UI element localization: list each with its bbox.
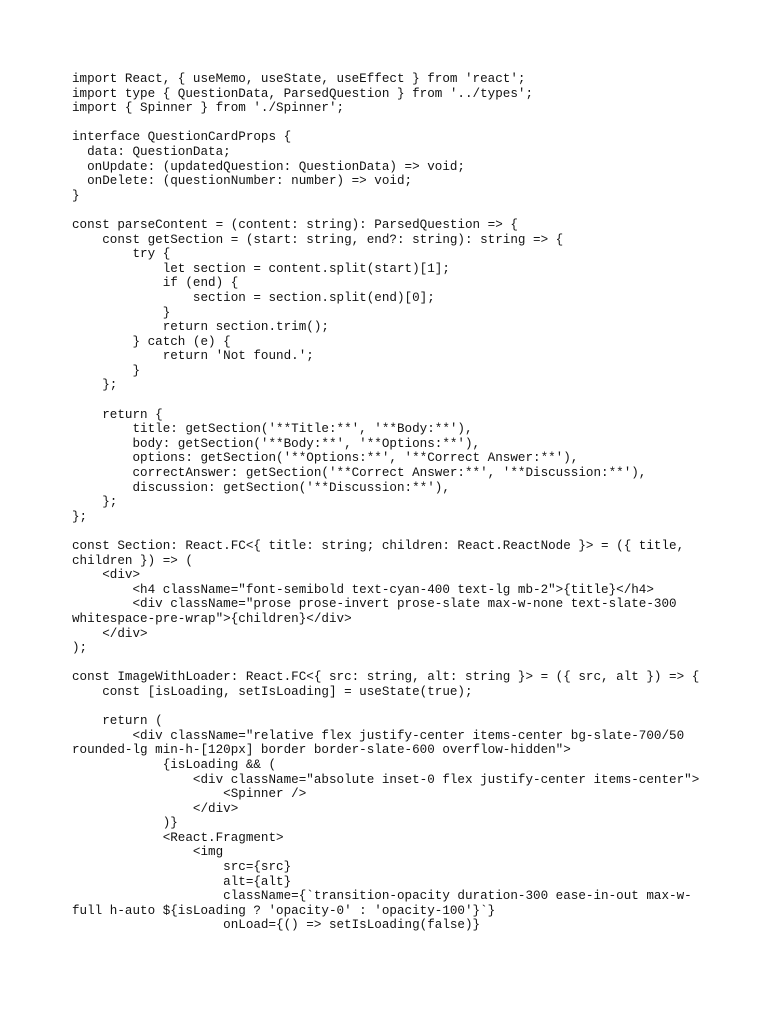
code-listing — [72, 72, 702, 933]
code-line: <div> — [72, 568, 141, 583]
code-line: <Spinner /> — [72, 787, 307, 802]
code-line: } — [72, 363, 141, 378]
code-line: </div> — [72, 626, 148, 641]
code-line: src={src} — [72, 860, 292, 875]
code-line: const [isLoading, setIsLoading] = useState(true); — [72, 684, 473, 699]
code-line: import { Spinner } from './Spinner'; — [72, 101, 345, 116]
code-line: } catch (e) { — [72, 334, 231, 349]
code-line — [72, 524, 702, 539]
code-line: options: getSection('**Options:**', '**Correct Answer:**'), — [72, 451, 579, 466]
code-line — [72, 700, 702, 715]
code-line: </div> — [72, 801, 239, 816]
code-line: let section = content.split(start)[1]; — [72, 261, 450, 276]
code-line: {isLoading && ( — [72, 757, 277, 772]
code-line: return { — [72, 407, 163, 422]
code-line: }; — [72, 495, 118, 510]
code-line: whitespace-pre-wrap">{children}</div> — [72, 611, 352, 626]
code-line: onLoad={() => setIsLoading(false)} — [72, 918, 481, 933]
code-line — [72, 393, 702, 408]
code-line — [72, 656, 702, 671]
code-line: rounded-lg min-h-[120px] border border-slate-600 overflow-hidden"> — [72, 743, 571, 758]
code-line: data: QuestionData; — [72, 144, 231, 159]
code-line: const Section: React.FC<{ title: string; children: React.ReactNode }> = ({ title, — [72, 539, 685, 553]
code-line: <div className="prose prose-invert prose-slate max-w-none text-slate-300 — [72, 597, 677, 612]
code-line: alt={alt} — [72, 874, 292, 889]
code-line: <img — [72, 845, 224, 860]
code-line: className={`transition-opacity duration-300 ease-in-out max-w- — [72, 889, 692, 904]
code-line: try { — [72, 247, 171, 262]
code-line: import React, { useMemo, useState, useEffect } from 'react'; — [72, 72, 526, 86]
code-line: discussion: getSection('**Discussion:**'), — [72, 480, 450, 495]
code-line: <div className="absolute inset-0 flex justify-center items-center"> — [72, 772, 700, 787]
code-line: return 'Not found.'; — [72, 349, 314, 364]
code-line: const getSection = (start: string, end?: string): string => { — [72, 232, 564, 247]
code-line: title: getSection('**Title:**', '**Body:**'), — [72, 422, 473, 437]
code-line: onDelete: (questionNumber: number) => void; — [72, 174, 413, 189]
code-line: import type { QuestionData, ParsedQuestion } from '../types'; — [72, 86, 534, 101]
code-line: onUpdate: (updatedQuestion: QuestionData) => void; — [72, 159, 465, 174]
code-line: correctAnswer: getSection('**Correct Answer:**', '**Discussion:**'), — [72, 466, 647, 481]
code-line: body: getSection('**Body:**', '**Options:**'), — [72, 436, 481, 451]
code-line: return ( — [72, 714, 163, 729]
code-line: ); — [72, 641, 88, 656]
code-line: <React.Fragment> — [72, 830, 284, 845]
code-line: return section.trim(); — [72, 320, 329, 335]
code-line: <h4 className="font-semibold text-cyan-400 text-lg mb-2">{title}</h4> — [72, 582, 654, 597]
code-line — [72, 116, 702, 131]
code-line: )} — [72, 816, 178, 831]
code-line: section = section.split(end)[0]; — [72, 290, 435, 305]
code-line: const parseContent = (content: string): ParsedQuestion => { — [72, 217, 518, 232]
code-line: } — [72, 188, 80, 203]
code-line: }; — [72, 509, 88, 524]
code-line — [72, 203, 702, 218]
code-line: <div className="relative flex justify-center items-center bg-slate-700/50 — [72, 728, 685, 743]
code-line: const ImageWithLoader: React.FC<{ src: string, alt: string }> = ({ src, alt }) => { — [72, 670, 700, 685]
code-line: children }) => ( — [72, 553, 193, 568]
code-line: }; — [72, 378, 118, 393]
code-line: if (end) { — [72, 276, 239, 291]
code-line: full h-auto ${isLoading ? 'opacity-0' : 'opacity-100'}`} — [72, 903, 496, 918]
code-line: interface QuestionCardProps { — [72, 130, 292, 145]
code-line: } — [72, 305, 171, 320]
